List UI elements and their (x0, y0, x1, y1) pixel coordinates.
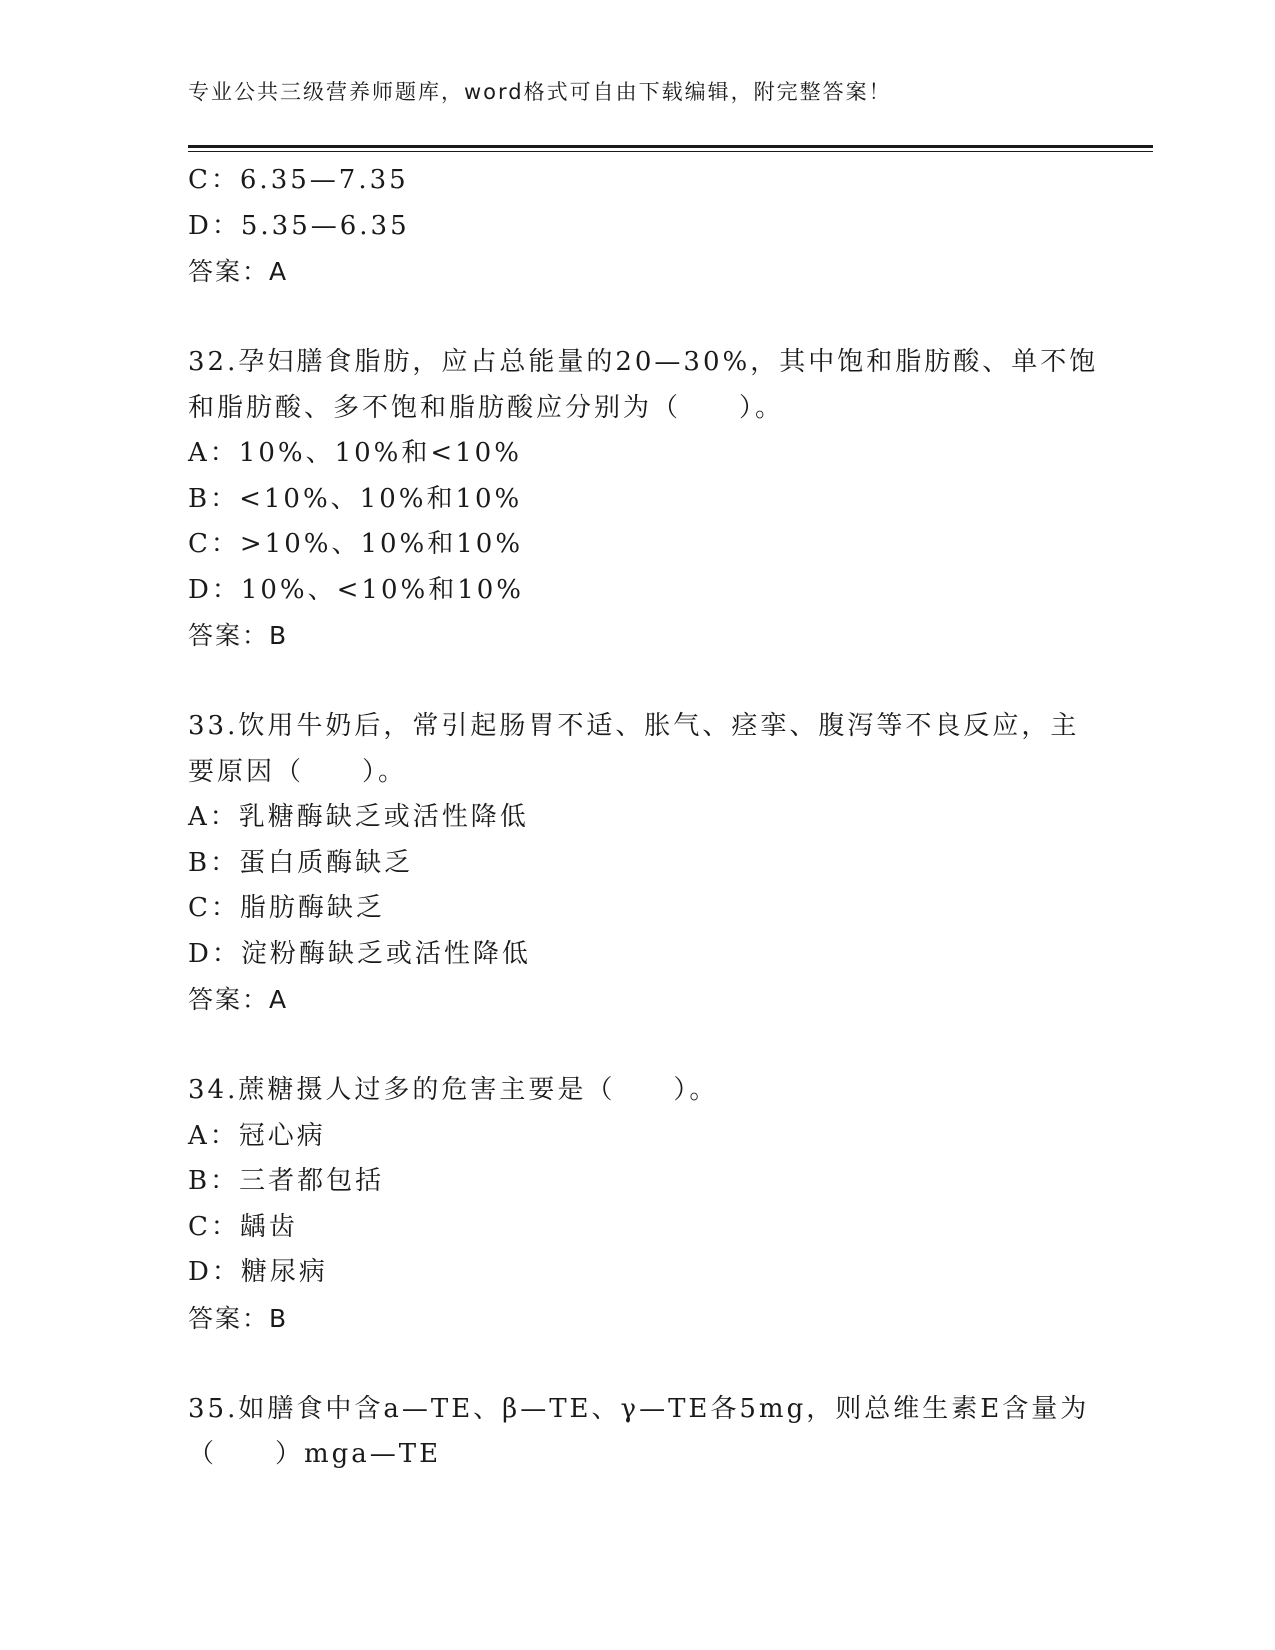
option-line: C：脂肪酶缺乏 (188, 893, 385, 923)
question-stem: 35.如膳食中含a—TE、β—TE、γ—TE各5mg，则总维生素E含量为 (188, 1393, 1090, 1424)
option-line: A：10%、10%和<10% (188, 438, 522, 468)
question-content (188, 158, 1099, 1478)
option-line: B：<10%、10%和10% (188, 483, 523, 514)
option-line: D：5.35—6.35 (188, 210, 410, 241)
option-line: D：淀粉酶缺乏或活性降低 (188, 938, 531, 969)
spacer (188, 1341, 1088, 1387)
option-line: B：蛋白质酶缺乏 (188, 847, 414, 878)
option-line: D：10%、<10%和10% (188, 574, 524, 605)
question-stem: 34.蔗糖摄人过多的危害主要是（ ）。 (188, 1075, 719, 1105)
spacer (188, 1023, 1088, 1069)
answer-line: 答案：A (188, 985, 289, 1014)
answer-line: 答案：B (188, 621, 289, 650)
option-line: C：6.35—7.35 (188, 165, 409, 195)
option-line: A：乳糖酶缺乏或活性降低 (188, 802, 529, 832)
option-line: B：三者都包括 (188, 1166, 385, 1196)
question-stem: 32.孕妇膳食脂肪，应占总能量的20—30%，其中饱和脂肪酸、单不饱 (188, 347, 1099, 377)
header-rule-thick (188, 145, 1153, 148)
answer-line: 答案：B (188, 1303, 289, 1333)
header-rule-thin (188, 151, 1153, 152)
answer-line: 答案：A (188, 257, 289, 286)
spacer (188, 295, 1088, 341)
option-line: C：龋齿 (188, 1211, 298, 1242)
question-stem: （ ）mga—TE (188, 1439, 442, 1469)
question-stem: 33.饮用牛奶后，常引起肠胃不适、胀气、痉挛、腹泻等不良反应，主 (188, 711, 1080, 741)
option-line: C：>10%、10%和10% (188, 529, 524, 559)
option-line: D：糖尿病 (188, 1257, 328, 1287)
option-line: A：冠心病 (188, 1120, 326, 1151)
page-header: 专业公共三级营养师题库，word格式可自由下载编辑，附完整答案！ (188, 80, 892, 104)
question-stem: 要原因（ ）。 (188, 756, 408, 787)
spacer (188, 659, 1088, 705)
question-stem: 和脂肪酸、多不饱和脂肪酸应分别为（ ）。 (188, 392, 785, 423)
